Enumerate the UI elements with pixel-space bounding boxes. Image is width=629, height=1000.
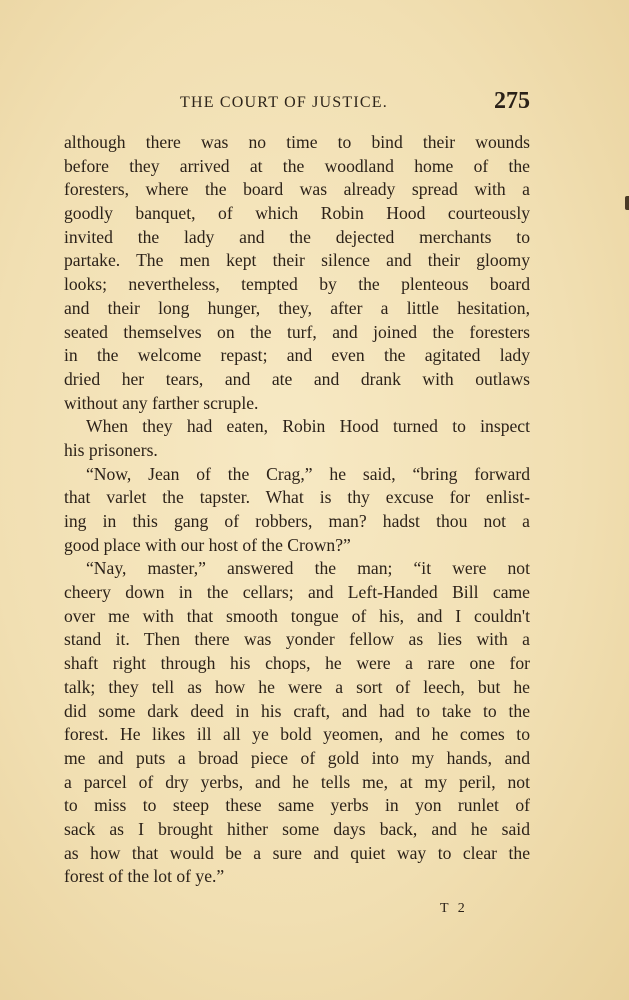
text-line: partake. The men kept their silence and their gloomy xyxy=(64,250,530,271)
text-line: without any farther scruple. xyxy=(64,392,259,413)
text-line: good place with our host of the Crown?” xyxy=(64,534,351,555)
text-line: me and puts a broad piece of gold into my hands, and xyxy=(64,747,530,768)
text-line: foresters, where the board was already spread with a xyxy=(64,179,530,200)
running-head: THE COURT OF JUSTICE. xyxy=(180,94,388,111)
text-line: before they arrived at the woodland home of the xyxy=(64,155,530,176)
text-line: shaft right through his chops, he were a rare one for xyxy=(64,653,530,674)
text-line: invited the lady and the dejected merchants to xyxy=(64,226,530,247)
text-line: in the welcome repast; and even the agitated lady xyxy=(64,345,530,366)
text-line: stand it. Then there was yonder fellow as lies with a xyxy=(64,629,530,650)
text-line: his prisoners. xyxy=(64,439,158,460)
text-line: seated themselves on the turf, and joined the foresters xyxy=(64,321,530,342)
text-line: ing in this gang of robbers, man? hadst thou not a xyxy=(64,511,530,531)
text-line: cheery down in the cellars; and Left-Handed Bill came xyxy=(64,582,530,603)
page-header xyxy=(64,88,530,122)
text-line: to miss to steep these same yerbs in yon runlet of xyxy=(64,795,530,816)
text-line: although there was no time to bind their wounds xyxy=(64,132,530,152)
text-line: a parcel of dry yerbs, and he tells me, at my peril, not xyxy=(64,771,530,792)
text-line: did some dark deed in his craft, and had to take to the xyxy=(64,700,530,721)
text-line: dried her tears, and ate and drank with outlaws xyxy=(64,368,530,389)
text-line: talk; they tell as how he were a sort of leech, but he xyxy=(64,676,530,697)
text-line: goodly banquet, of which Robin Hood courteously xyxy=(64,203,530,224)
text-line: “Nay, master,” answered the man; “it were not xyxy=(86,558,530,579)
page-number: 275 xyxy=(494,88,530,114)
text-line: and their long hunger, they, after a little hesitation, xyxy=(64,297,530,318)
text-line: forest. He likes ill all ye bold yeomen, and he comes to xyxy=(64,724,530,745)
text-line: as how that would be a sure and quiet way to clear the xyxy=(64,842,530,863)
text-line: over me with that smooth tongue of his, and I couldn't xyxy=(64,605,530,626)
text-line: “Now, Jean of the Crag,” he said, “bring forward xyxy=(86,463,530,484)
text-line: that varlet the tapster. What is thy excuse for enlist- xyxy=(64,487,530,508)
text-line: sack as I brought hither some days back, and he said xyxy=(64,818,530,839)
body-text xyxy=(64,131,530,889)
text-line: When they had eaten, Robin Hood turned to inspect xyxy=(86,416,530,437)
text-line: forest of the lot of ye.” xyxy=(64,866,225,887)
page-edge-mark xyxy=(625,196,629,210)
signature-mark: T 2 xyxy=(440,901,468,916)
text-line: looks; nevertheless, tempted by the plenteous board xyxy=(64,274,530,295)
